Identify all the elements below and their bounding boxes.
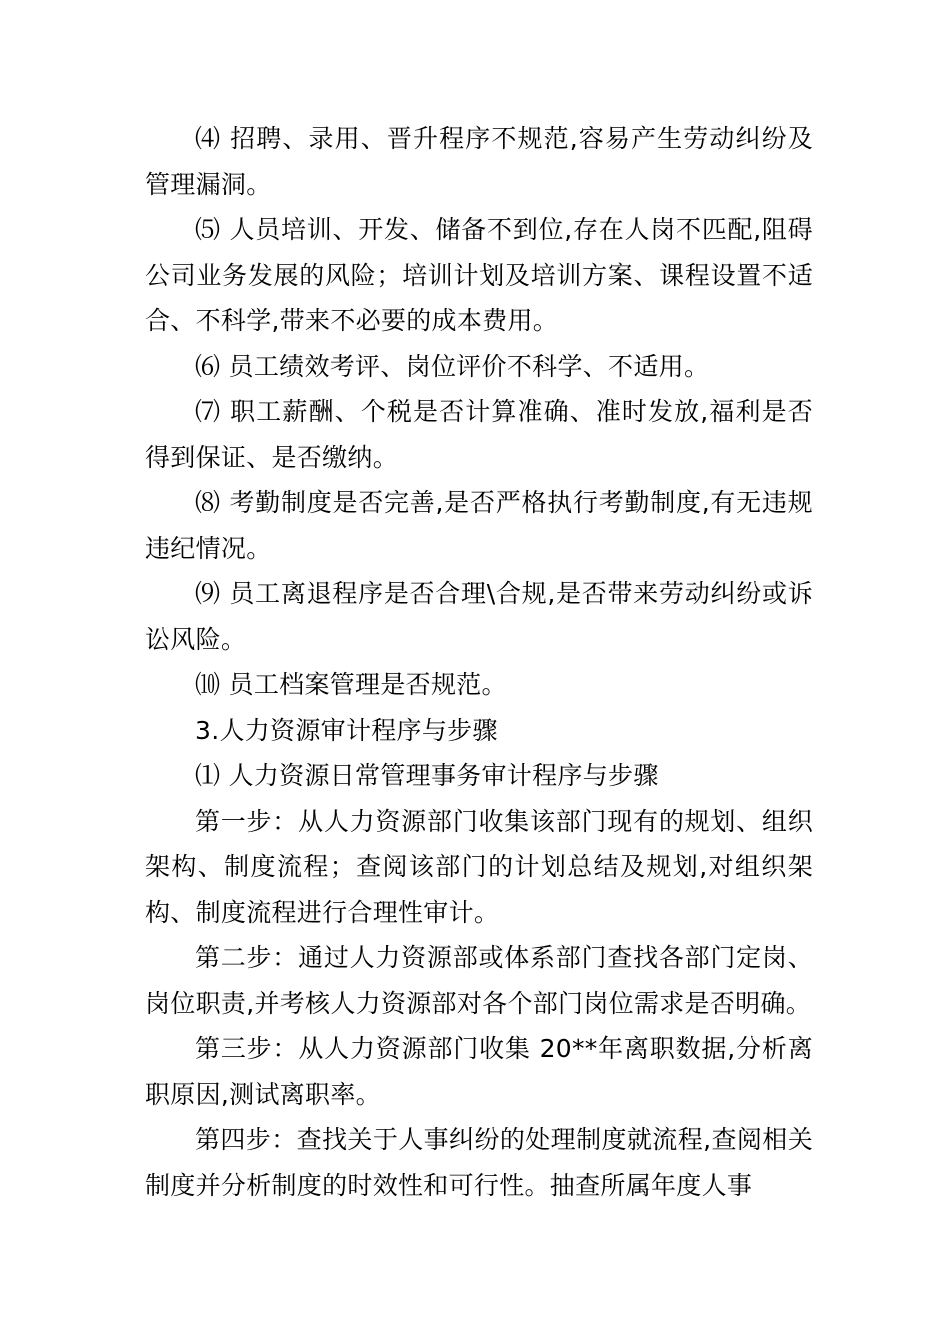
subsection-heading-daily-affairs: ⑴ 人力资源日常管理事务审计程序与步骤	[195, 761, 659, 790]
document-body	[145, 116, 813, 1208]
paragraph-attendance: ⑻ 考勤制度是否完善,是否严格执行考勤制度,有无违规违纪情况。	[145, 488, 813, 563]
paragraph-training-risk: ⑸ 人员培训、开发、储备不到位,存在人岗不匹配,阻碍公司业务发展的风险；培训计划及培训方案、课程设置不适合、不科学,带来不必要的成本费用。	[145, 215, 813, 335]
paragraph-step-three: 第三步：从人力资源部门收集 20**年离职数据,分析离职原因,测试离职率。	[145, 1034, 813, 1109]
section-heading-audit-procedure: 3.人力资源审计程序与步骤	[195, 715, 498, 745]
paragraph-employee-files: ⑽ 员工档案管理是否规范。	[195, 670, 507, 699]
paragraph-step-two: 第二步：通过人力资源部或体系部门查找各部门定岗、岗位职责,并考核人力资源部对各个部门岗位需求是否明确。	[145, 943, 813, 1018]
paragraph-resignation-process: ⑼ 员工离退程序是否合理\合规,是否带来劳动纠纷或诉讼风险。	[145, 579, 813, 654]
paragraph-performance-evaluation: ⑹ 员工绩效考评、岗位评价不科学、不适用。	[195, 351, 710, 381]
paragraph-recruitment-risk: ⑷ 招聘、录用、晋升程序不规范,容易产生劳动纠纷及管理漏洞。	[145, 124, 813, 199]
paragraph-step-one: 第一步：从人力资源部门收集该部门现有的规划、组织架构、制度流程；查阅该部门的计划总结及规划,对组织架构、制度流程进行合理性审计。	[145, 806, 813, 927]
paragraph-payroll-tax: ⑺ 职工薪酬、个税是否计算准确、准时发放,福利是否得到保证、是否缴纳。	[145, 397, 813, 472]
paragraph-step-four: 第四步：查找关于人事纠纷的处理制度就流程,查阅相关制度并分析制度的时效性和可行性。抽查所属年度人事	[145, 1125, 813, 1200]
